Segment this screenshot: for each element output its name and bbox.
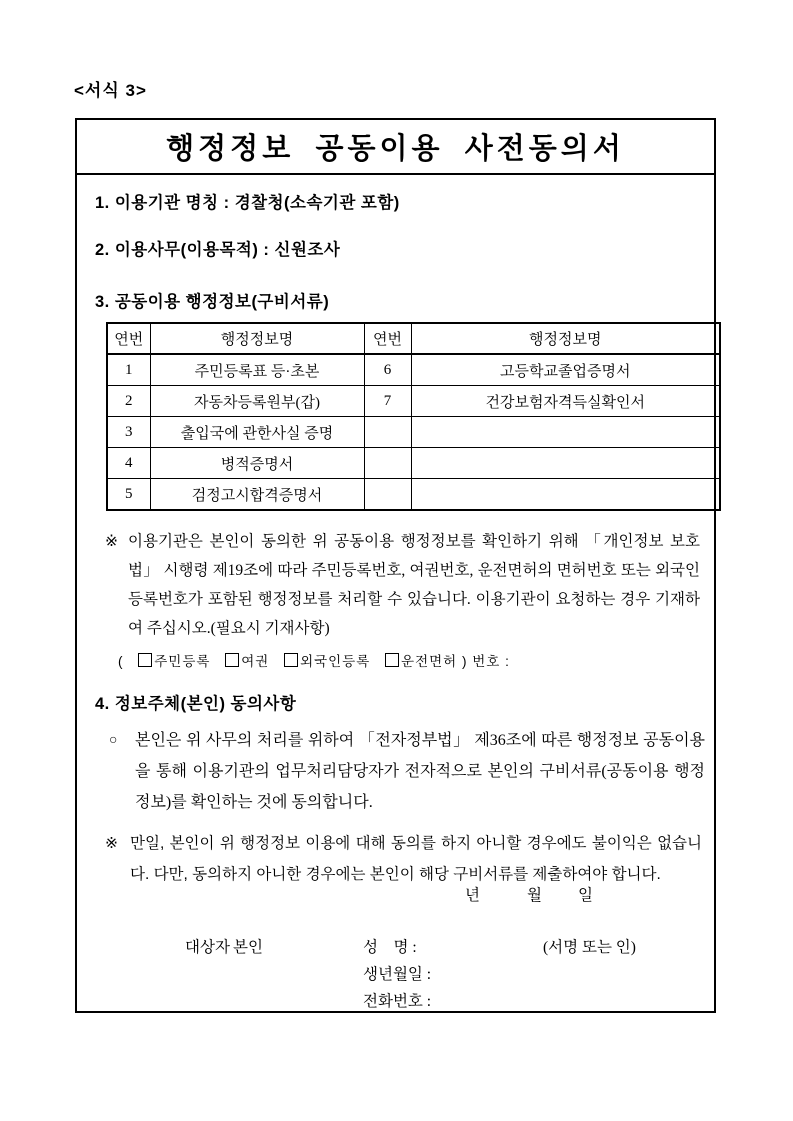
table-cell: 3 [107, 417, 150, 448]
date-month-label: 월 [527, 887, 542, 904]
table-cell: 검정고시합격증명서 [150, 479, 364, 511]
table-row [107, 354, 720, 386]
form-number-label: <서식 3> [74, 81, 147, 100]
table-cell: 주민등록표 등·초본 [150, 354, 364, 386]
privacy-note [105, 527, 700, 643]
reference-mark-icon: ※ [105, 533, 118, 550]
option-label: 주민등록 [154, 654, 211, 669]
table-row [107, 417, 720, 448]
option-resident-registration [138, 654, 210, 669]
table-cell [364, 448, 411, 479]
circle-bullet-icon: ○ [109, 733, 118, 748]
section-2-heading: 2. 이용사무(이용목적) : 신원조사 [95, 241, 341, 259]
table-cell: 병적증명서 [150, 448, 364, 479]
checkbox-passport-icon [225, 653, 239, 667]
option-foreigner-registration [284, 654, 370, 669]
table-cell [411, 448, 720, 479]
date-day-label: 일 [578, 887, 593, 904]
name-field-label: 성 명 : [363, 939, 417, 956]
table-cell: 출입국에 관한사실 증명 [150, 417, 364, 448]
header-cell-no-2: 연번 [364, 323, 411, 354]
admin-info-table [106, 322, 721, 511]
signature-area [95, 880, 700, 1008]
document-frame [75, 118, 716, 1013]
subject-value: 본인 [233, 939, 263, 956]
birthdate-field-label: 생년월일 : [363, 966, 432, 983]
table-header-row [107, 323, 720, 354]
document-body [77, 191, 714, 890]
checkbox-resident-registration-icon [138, 653, 152, 667]
consent-statement [108, 725, 705, 818]
table-cell [411, 417, 720, 448]
header-cell-no-1: 연번 [107, 323, 150, 354]
option-label: 여권 [241, 654, 270, 669]
section-1-heading: 1. 이용기관 명칭 : 경찰청(소속기관 포함) [95, 194, 400, 212]
table-cell: 고등학교졸업증명서 [411, 354, 720, 386]
table-cell: 4 [107, 448, 150, 479]
table-cell: 6 [364, 354, 411, 386]
table-row [107, 448, 720, 479]
table-cell: 1 [107, 354, 150, 386]
option-label: 운전면허 [401, 654, 458, 669]
section-3-heading: 3. 공동이용 행정정보(구비서류) [95, 293, 330, 311]
table-cell [364, 479, 411, 511]
document-title: 행정정보 공동이용 사전동의서 [77, 120, 714, 175]
table-cell [411, 479, 720, 511]
open-paren: ( [118, 654, 124, 669]
table-cell [364, 417, 411, 448]
checkbox-driver-license-icon [385, 653, 399, 667]
table-cell: 자동차등록원부(갑) [150, 386, 364, 417]
subject-label: 대상자 [185, 939, 230, 956]
date-year-label: 년 [465, 887, 480, 904]
consent-text: 본인은 위 사무의 처리를 위하여 「전자정부법」 제36조에 따른 행정정보 공동이용을 통해 이용기관의 업무처리담당자가 전자적으로 본인의 구비서류(공동이용 행정정보)를 확인하는 것에 동의합니다. [135, 732, 705, 811]
table-cell: 건강보험자격득실확인서 [411, 386, 720, 417]
table-cell: 5 [107, 479, 150, 511]
reference-mark-icon: ※ [105, 835, 118, 852]
table-row [107, 479, 720, 511]
privacy-note-text: 이용기관은 본인이 동의한 위 공동이용 행정정보를 확인하기 위해 「개인정보 보호법」 시행령 제19조에 따라 주민등록번호, 여권번호, 운전면허의 면허번호 또는 외국인등록번호가 포함된 행정정보를 처리할 수 있습니다. 이용기관이 요청하는 경우 기재하여 주십시오.(필요시 기재사항) [128, 533, 700, 637]
disclaimer-text: 만일, 본인이 위 행정정보 이용에 대해 동의를 하지 아니할 경우에도 불이익은 없습니다. 다만, 동의하지 아니한 경우에는 본인이 해당 구비서류를 제출하여야 합니다. [130, 835, 702, 883]
header-cell-name-2: 행정정보명 [411, 323, 720, 354]
table-cell: 7 [364, 386, 411, 417]
checkbox-foreigner-registration-icon [284, 653, 298, 667]
table-cell: 2 [107, 386, 150, 417]
signature-hint: (서명 또는 인) [543, 939, 636, 956]
number-field-label: ) 번호 : [461, 654, 510, 669]
table-row [107, 386, 720, 417]
header-cell-name-1: 행정정보명 [150, 323, 364, 354]
phone-field-label: 전화번호 : [363, 993, 432, 1010]
option-passport [225, 654, 269, 669]
option-label: 외국인등록 [300, 654, 371, 669]
section-4-heading: 4. 정보주체(본인) 동의사항 [95, 695, 297, 713]
option-driver-license [385, 654, 457, 669]
id-number-line [118, 650, 700, 670]
